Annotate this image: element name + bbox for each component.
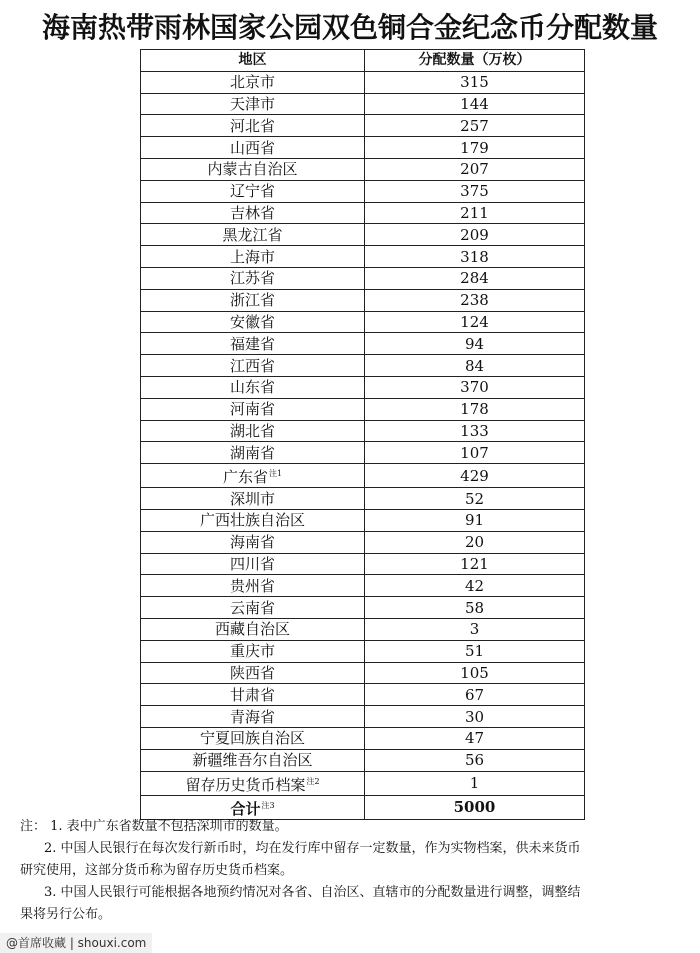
region-cell xyxy=(141,662,365,684)
region-name: 北京市 xyxy=(229,73,275,92)
table-row xyxy=(141,246,585,268)
amount-cell: 52 xyxy=(365,488,585,510)
table-row xyxy=(141,618,585,640)
table-header-row xyxy=(141,50,585,72)
watermark: @首席收藏 | shouxi.com xyxy=(0,933,152,953)
table-row xyxy=(141,684,585,706)
region-name: 湖北省 xyxy=(229,421,275,440)
table-row xyxy=(141,311,585,333)
amount-cell: 3 xyxy=(365,618,585,640)
region-name: 江苏省 xyxy=(229,269,275,288)
page-title: 海南热带雨林国家公园双色铜合金纪念币分配数量 xyxy=(41,11,658,44)
region-name: 西藏自治区 xyxy=(214,620,290,639)
region-name: 浙江省 xyxy=(229,291,275,310)
region-name: 贵州省 xyxy=(229,576,275,595)
footnote-marker: 注2 xyxy=(306,776,320,786)
region-cell xyxy=(141,684,365,706)
amount-cell: 58 xyxy=(365,597,585,619)
region-cell xyxy=(141,727,365,749)
region-name: 湖南省 xyxy=(229,443,275,462)
table-row xyxy=(141,509,585,531)
amount-cell: 107 xyxy=(365,442,585,464)
region-name: 上海市 xyxy=(229,247,275,266)
amount-cell: 133 xyxy=(365,420,585,442)
region-cell xyxy=(141,618,365,640)
amount-cell: 56 xyxy=(365,749,585,771)
region-cell xyxy=(141,311,365,333)
table-row xyxy=(141,93,585,115)
region-cell xyxy=(141,289,365,311)
note-3-line-2: 果将另行公布。 xyxy=(20,907,112,922)
region-cell xyxy=(141,137,365,159)
region-cell xyxy=(141,398,365,420)
table-row xyxy=(141,333,585,355)
region-name: 山西省 xyxy=(229,138,275,157)
region-cell xyxy=(141,158,365,180)
amount-cell: 144 xyxy=(365,93,585,115)
amount-cell: 94 xyxy=(365,333,585,355)
amount-cell: 318 xyxy=(365,246,585,268)
footnote-marker: 注1 xyxy=(268,469,283,479)
table-row xyxy=(141,71,585,93)
region-cell xyxy=(141,442,365,464)
table-row xyxy=(141,575,585,597)
table-row xyxy=(141,488,585,510)
region-name: 广西壮族自治区 xyxy=(199,511,305,530)
amount-cell: 375 xyxy=(365,180,585,202)
table-row xyxy=(141,640,585,662)
region-cell xyxy=(141,771,365,795)
total-label: 合计 xyxy=(230,799,261,818)
region-cell xyxy=(141,464,365,488)
region-name: 留存历史货币档案 xyxy=(185,775,306,794)
region-name: 新疆维吾尔自治区 xyxy=(192,751,313,770)
notes xyxy=(20,816,685,926)
amount-cell: 67 xyxy=(365,684,585,706)
region-name: 江西省 xyxy=(229,356,275,375)
amount-cell: 42 xyxy=(365,575,585,597)
region-name: 深圳市 xyxy=(229,489,275,508)
region-name: 宁夏回族自治区 xyxy=(199,729,305,748)
region-name: 福建省 xyxy=(229,334,275,353)
region-cell xyxy=(141,224,365,246)
amount-cell: 429 xyxy=(365,464,585,488)
table-row xyxy=(141,749,585,771)
region-cell xyxy=(141,420,365,442)
amount-cell: 84 xyxy=(365,355,585,377)
table-row xyxy=(141,398,585,420)
allocation-table xyxy=(140,49,585,820)
region-name: 天津市 xyxy=(229,94,275,113)
note-3-line-1: 3. 中国人民银行可能根据各地预约情况对各省、自治区、直辖市的分配数量进行调整，调整结 xyxy=(44,885,581,900)
region-name: 云南省 xyxy=(229,598,275,617)
table-row xyxy=(141,355,585,377)
amount-cell: 47 xyxy=(365,727,585,749)
amount-cell: 30 xyxy=(365,706,585,728)
table-row xyxy=(141,531,585,553)
region-cell xyxy=(141,488,365,510)
table-row xyxy=(141,289,585,311)
table-row xyxy=(141,115,585,137)
region-name: 广东省 xyxy=(222,468,268,487)
table-row xyxy=(141,597,585,619)
region-name: 河北省 xyxy=(229,116,275,135)
region-name: 吉林省 xyxy=(229,203,275,222)
footnote-marker: 注3 xyxy=(261,800,275,810)
table-row xyxy=(141,553,585,575)
region-cell xyxy=(141,115,365,137)
table-row xyxy=(141,464,585,488)
table-row xyxy=(141,267,585,289)
table-row xyxy=(141,180,585,202)
amount-cell: 91 xyxy=(365,509,585,531)
table-row xyxy=(141,771,585,795)
table-row xyxy=(141,662,585,684)
header-amount: 分配数量（万枚） xyxy=(365,50,585,72)
region-name: 青海省 xyxy=(229,707,275,726)
amount-cell: 211 xyxy=(365,202,585,224)
table-row xyxy=(141,137,585,159)
region-name: 陕西省 xyxy=(229,663,275,682)
region-cell xyxy=(141,267,365,289)
amount-cell: 257 xyxy=(365,115,585,137)
region-name: 甘肃省 xyxy=(229,685,275,704)
region-cell xyxy=(141,355,365,377)
table-row xyxy=(141,202,585,224)
region-name: 四川省 xyxy=(229,554,275,573)
amount-cell: 284 xyxy=(365,267,585,289)
region-name: 河南省 xyxy=(229,400,275,419)
table-row xyxy=(141,706,585,728)
amount-cell: 370 xyxy=(365,376,585,398)
amount-cell: 209 xyxy=(365,224,585,246)
region-cell xyxy=(141,180,365,202)
table-row xyxy=(141,376,585,398)
region-cell xyxy=(141,202,365,224)
note-2-line-1: 2. 中国人民银行在每次发行新币时，均在发行库中留存一定数量，作为实物档案，供未来货币 xyxy=(44,841,581,856)
region-cell xyxy=(141,509,365,531)
table-row xyxy=(141,158,585,180)
region-name: 山东省 xyxy=(229,378,275,397)
region-cell xyxy=(141,597,365,619)
region-cell xyxy=(141,749,365,771)
region-name: 安徽省 xyxy=(229,312,275,331)
amount-cell: 124 xyxy=(365,311,585,333)
region-name: 重庆市 xyxy=(229,642,275,661)
amount-cell: 315 xyxy=(365,71,585,93)
region-cell xyxy=(141,71,365,93)
region-cell xyxy=(141,333,365,355)
header-region: 地区 xyxy=(141,50,365,72)
region-cell xyxy=(141,553,365,575)
region-cell xyxy=(141,531,365,553)
region-name: 海南省 xyxy=(229,533,275,552)
note-2-line-2: 研究使用，这部分货币称为留存历史货币档案。 xyxy=(20,863,294,878)
region-cell xyxy=(141,706,365,728)
region-cell xyxy=(141,93,365,115)
table-row xyxy=(141,442,585,464)
region-name: 辽宁省 xyxy=(229,182,275,201)
region-cell xyxy=(141,246,365,268)
region-cell xyxy=(141,575,365,597)
table-row xyxy=(141,420,585,442)
total-amount: 5000 xyxy=(365,795,585,819)
amount-cell: 105 xyxy=(365,662,585,684)
amount-cell: 51 xyxy=(365,640,585,662)
amount-cell: 121 xyxy=(365,553,585,575)
amount-cell: 1 xyxy=(365,771,585,795)
amount-cell: 179 xyxy=(365,137,585,159)
table-row xyxy=(141,727,585,749)
table-body xyxy=(141,71,585,819)
region-cell xyxy=(141,640,365,662)
amount-cell: 238 xyxy=(365,289,585,311)
table-row xyxy=(141,224,585,246)
region-name: 黑龙江省 xyxy=(222,225,283,244)
amount-cell: 20 xyxy=(365,531,585,553)
amount-cell: 207 xyxy=(365,158,585,180)
note-1: 注： 1. 表中广东省数量不包括深圳市的数量。 xyxy=(20,819,288,834)
region-cell xyxy=(141,376,365,398)
amount-cell: 178 xyxy=(365,398,585,420)
region-name: 内蒙古自治区 xyxy=(207,160,298,179)
